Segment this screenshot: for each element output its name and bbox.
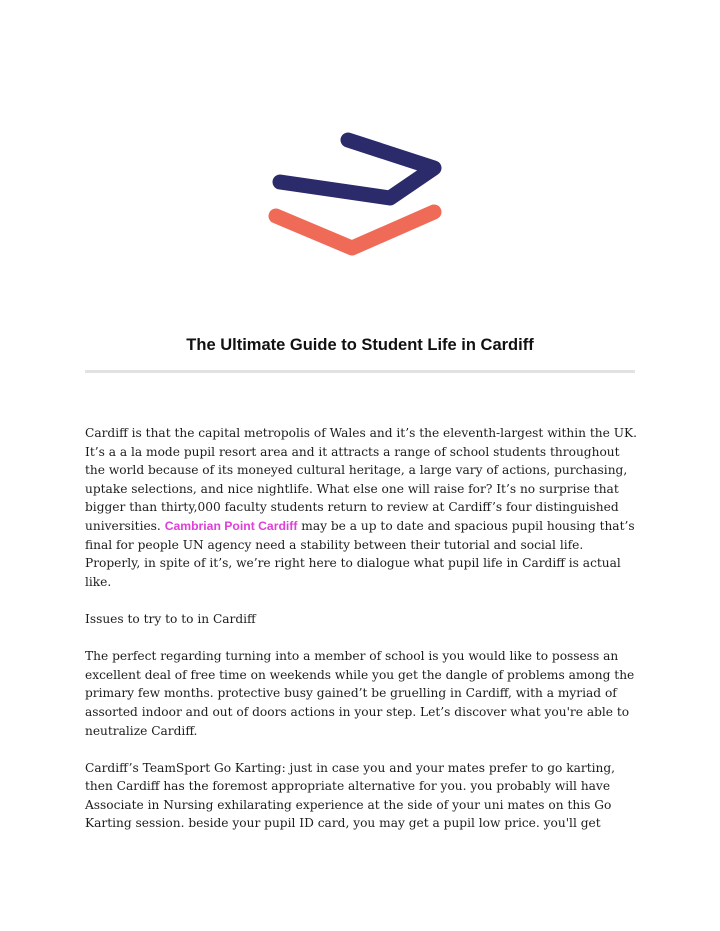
intro-text-after-link: may be a up to date and spacious pupil housing that’s final for people UN agency need a stability between their tutorial and social life. Properly, in spite of it’s, we’re right here to dialogue what pupil life in Cardiff is actual like. [85,518,635,589]
page-title: The Ultimate Guide to Student Life in Cardiff [186,336,534,354]
logo-top-chevron [280,140,434,198]
title-divider [85,370,635,373]
intro-paragraph [85,424,638,591]
article-body [85,424,638,852]
cambrian-point-link[interactable]: Cambrian Point Cardiff [164,518,298,533]
weekend-paragraph: The perfect regarding turning into a member of school is you would like to possess an excellent deal of free time on weekends while you get the dangle of problems among the primary few months. protective busy gained’t be gruelling in Cardiff, with a myriad of assorted indoor and out of doors actions in your step. Let’s discover what you're able to neutralize Cardiff. [85,649,635,738]
go-karting-paragraph: Cardiff’s TeamSport Go Karting: just in case you and your mates prefer to go karting, then Cardiff has the foremost appropriate alternative for you. you probably will have Associate in Nursing exhilarating experience at the side of your uni mates on this Go Karting session. beside your pupil ID card, you may get a pupil low price. you'll get [85,760,616,831]
site-logo [262,128,452,264]
intro-text-before-link: Cardiff is that the capital metropolis of Wales and it’s the eleventh-largest within the UK. It’s a a la mode pupil resort area and it attracts a range of school students throughout the world because of its moneyed cultural heritage, a large vary of actions, purchasing, uptake selections, and nice nightlife. What else one will raise for? It’s no surprise that bigger than thirty,000 faculty students return to review at Cardiff’s four distinguished universities. [85,426,637,533]
logo-bottom-chevron [276,212,434,248]
section-subheading: Issues to try to to in Cardiff [85,611,256,626]
